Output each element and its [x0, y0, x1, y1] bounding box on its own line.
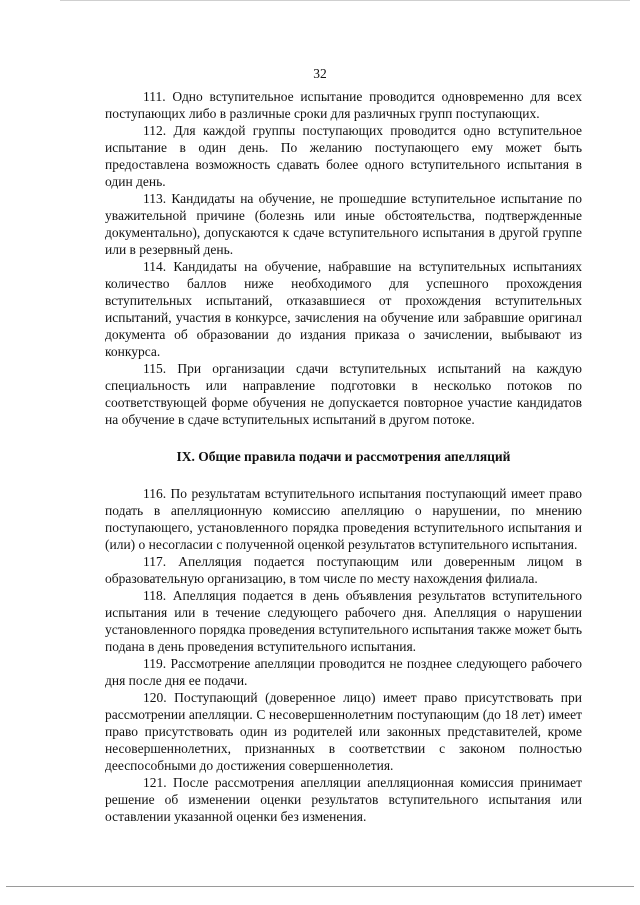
paragraph-121: 121. После рассмотрения апелляции апелляционная комиссия принимает решение об изменении оценки результатов вступительного испытания или оставлении указанной оценки без изменения.: [105, 775, 582, 824]
paragraph-120: 120. Поступающий (доверенное лицо) имеет право присутствовать при рассмотрении апелляции. С несовершеннолетним поступающим (до 18 лет) имеет право присутствовать один из родителей или законных представителей, кроме несовершеннолетних, признанных в соответствии с законом полностью дееспособными до достижения совершеннолетия.: [105, 690, 582, 773]
section-heading: IX. Общие правила подачи и рассмотрения апелляций: [176, 449, 511, 464]
paragraph-117: 117. Апелляция подается поступающим или доверенным лицом в образовательную организацию, в том числе по месту нахождения филиала.: [105, 554, 582, 586]
scan-edge-top: [60, 0, 630, 1]
paragraph-116: 116. По результатам вступительного испытания поступающий имеет право подать в апелляционную комиссию апелляцию о нарушении, по мнению поступающего, установленного порядка проведения вступительного испытания и (или) о несогласии с полученной оценкой результатов вступительного испытания.: [105, 486, 582, 552]
page-number: 32: [313, 66, 327, 81]
scan-edge-bottom: [6, 886, 634, 887]
paragraph-114: 114. Кандидаты на обучение, набравшие на вступительных испытаниях количество баллов ниже необходимого для успешного прохождения вступительных испытаний, отказавшиеся от прохождения вступительных испытаний, участия в конкурсе, зачисления на обучение или забравшие оригинал документа об образовании до издания приказа о зачислении, выбывают из конкурса.: [105, 259, 582, 359]
paragraph-111: 111. Одно вступительное испытание проводится одновременно для всех поступающих либо в различные сроки для различных групп поступающих.: [105, 89, 582, 121]
paragraph-113: 113. Кандидаты на обучение, не прошедшие вступительное испытание по уважительной причине (болезнь или иные обстоятельства, подтвержденные документально), допускаются к сдаче вступительного испытания в другой группе или в резервный день.: [105, 191, 582, 257]
document-body: [105, 88, 582, 825]
paragraph-112: 112. Для каждой группы поступающих проводится одно вступительное испытание в один день. По желанию поступающего ему может быть предоставлена возможность сдавать более одного вступительного испытания в один день.: [105, 123, 582, 189]
paragraph-118: 118. Апелляция подается в день объявления результатов вступительного испытания или в течение следующего рабочего дня. Апелляция о нарушении установленного порядка проведения вступительного испытания также может быть подана в день проведения вступительного испытания.: [105, 588, 582, 654]
paragraph-115: 115. При организации сдачи вступительных испытаний на каждую специальность или направление подготовки в несколько потоков по соответствующей форме обучения не допускается повторное участие кандидатов на обучение в сдаче вступительных испытаний в другом потоке.: [105, 361, 582, 427]
paragraph-119: 119. Рассмотрение апелляции проводится не позднее следующего рабочего дня после дня ее подачи.: [105, 656, 582, 688]
